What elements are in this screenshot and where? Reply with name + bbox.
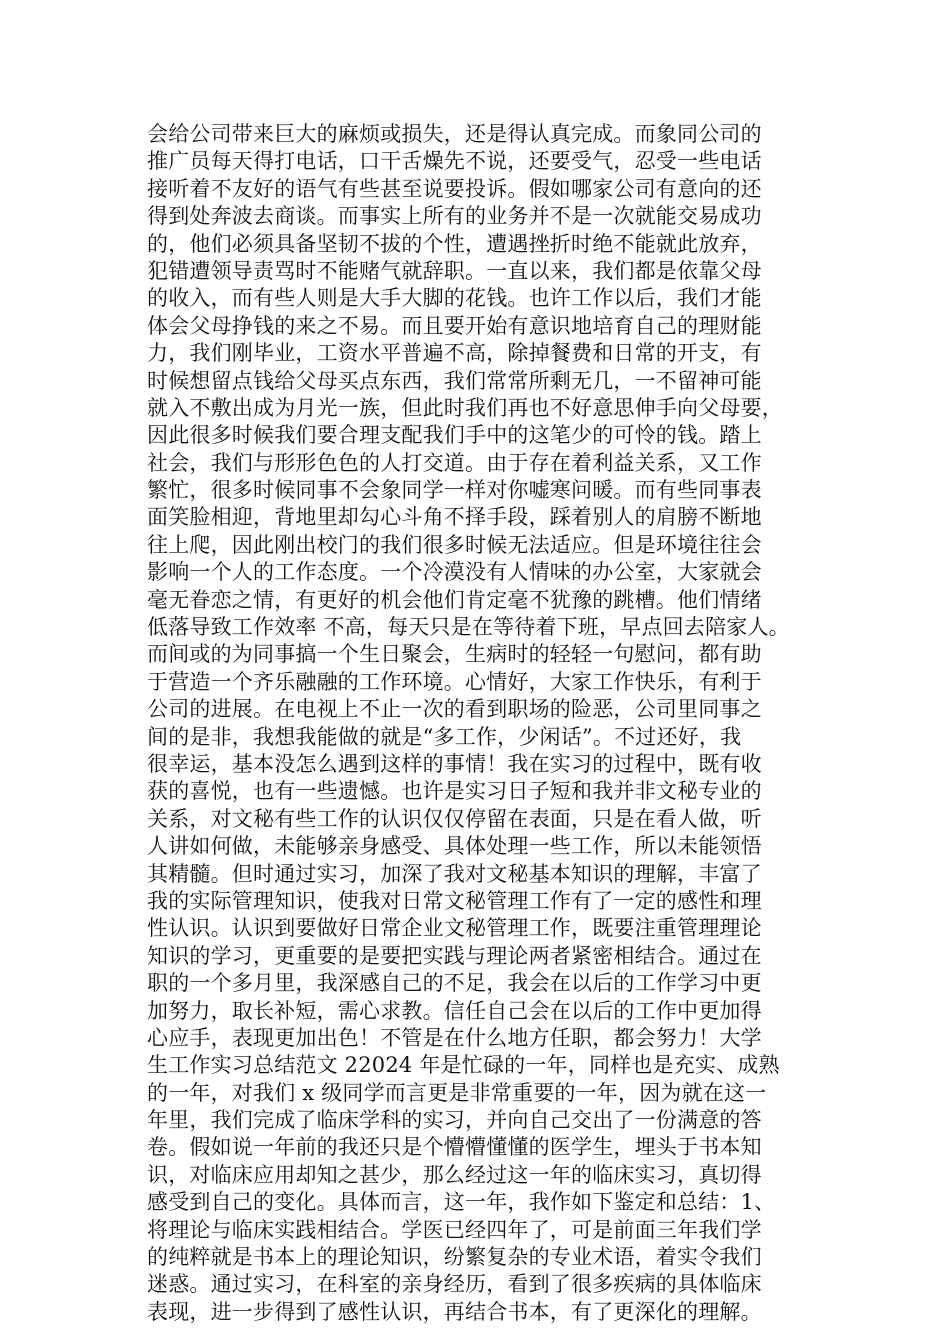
text-line: 的一年，对我们 x 级同学而言更是非常重要的一年，因为就在这一 [147,1080,767,1105]
text-line: 往上爬，因此刚出校门的我们很多时候无法适应。但是环境往往会 [147,532,762,557]
text-line: 于营造一个齐乐融融的工作环境。心情好，大家工作快乐，有利于 [147,669,762,694]
text-line: 社会，我们与形形色色的人打交道。由于存在着利益关系，又工作 [147,450,762,475]
text-line: 公司的进展。在电视上不止一次的看到职场的险恶，公司里同事之 [147,697,762,722]
text-line: 就入不敷出成为月光一族，但此时我们再也不好意思伸手向父母要， [147,395,783,420]
text-line: 的纯粹就是书本上的理论知识，纷繁复杂的专业术语，着实令我们 [147,1245,762,1270]
text-line: 知识的学习，更重要的是要把实践与理论两者紧密相结合。通过在 [147,943,762,968]
text-line: 我的实际管理知识，使我对日常文秘管理工作有了一定的感性和理 [147,888,762,913]
text-line: 心应手，表现更加出色！不管是在什么地方任职，都会努力！大学 [147,1025,762,1050]
text-line: 生工作实习总结范文 22024 年是忙碌的一年，同样也是充实、成熟 [147,1053,780,1078]
text-line: 职的一个多月里，我深感自己的不足，我会在以后的工作学习中更 [147,971,762,996]
text-line: 间的是非，我想我能做的就是“多工作，少闲话”。不过还好，我 [147,724,742,749]
text-line: 低落导致工作效率 不高，每天只是在等待着下班，早点回去陪家人。 [147,615,790,640]
text-line: 获的喜悦，也有一些遗憾。也许是实习日子短和我并非文秘专业的 [147,779,762,804]
text-line: 感受到自己的变化。具体而言，这一年，我作如下鉴定和总结：1、 [147,1190,776,1215]
text-line: 面笑脸相迎，背地里却勾心斗角不择手段，踩着别人的肩膀不断地 [147,505,762,530]
text-line: 犯错遭领导责骂时不能赌气就辞职。一直以来，我们都是依靠父母 [147,258,762,283]
text-line: 力，我们刚毕业，工资水平普遍不高，除掉餐费和日常的开支，有 [147,341,762,366]
text-line: 人讲如何做，未能够亲身感受、具体处理一些工作，所以未能领悟 [147,834,762,859]
text-line: 的，他们必须具备坚韧不拔的个性，遭遇挫折时绝不能就此放弃， [147,231,762,256]
text-line: 其精髓。但时通过实习，加深了我对文秘基本知识的理解，丰富了 [147,861,762,886]
text-line: 接听着不友好的语气有些甚至说要投诉。假如哪家公司有意向的还 [147,176,762,201]
text-line: 加努力，取长补短，需心求教。信任自己会在以后的工作中更加得 [147,998,762,1023]
body-text [147,121,837,1326]
text-line: 繁忙，很多时候同事不会象同学一样对你嘘寒问暖。而有些同事表 [147,478,762,503]
text-line: 卷。假如说一年前的我还只是个懵懵懂懂的医学生，埋头于书本知 [147,1135,762,1160]
text-line: 识，对临床应用却知之甚少，那么经过这一年的临床实习，真切得 [147,1162,762,1187]
text-line: 毫无眷恋之情，有更好的机会他们肯定毫不犹豫的跳槽。他们情绪 [147,587,762,612]
text-line: 会给公司带来巨大的麻烦或损失，还是得认真完成。而象同公司的 [147,122,762,146]
text-line: 时候想留点钱给父母买点东西，我们常常所剩无几，一不留神可能 [147,368,762,393]
text-line: 表现，进一步得到了感性认识，再结合书本，有了更深化的理解。 [147,1299,762,1324]
text-line: 影响一个人的工作态度。一个冷漠没有人情味的办公室，大家就会 [147,560,762,585]
text-line: 性认识。认识到要做好日常企业文秘管理工作，既要注重管理理论 [147,916,762,941]
text-line: 得到处奔波去商谈。而事实上所有的业务并不是一次就能交易成功 [147,204,762,229]
text-line: 的收入，而有些人则是大手大脚的花钱。也许工作以后，我们才能 [147,286,762,311]
text-line: 关系，对文秘有些工作的认识仅仅停留在表面，只是在看人做，听 [147,806,762,831]
text-line: 很幸运，基本没怎么遇到这样的事情！我在实习的过程中，既有收 [147,751,762,776]
text-line: 将理论与临床实践相结合。学医已经四年了，可是前面三年我们学 [147,1217,762,1242]
text-line: 体会父母挣钱的来之不易。而且要开始有意识地培育自己的理财能 [147,313,762,338]
text-line: 年里，我们完成了临床学科的实习，并向自己交出了一份满意的答 [147,1108,762,1133]
text-line: 推广员每天得打电话，口干舌燥先不说，还要受气，忍受一些电话 [147,149,762,174]
text-line: 而间或的为同事搞一个生日聚会，生病时的轻轻一句慰问，都有助 [147,642,762,667]
text-line: 因此很多时候我们要合理支配我们手中的这笔少的可怜的钱。踏上 [147,423,762,448]
text-line: 迷惑。通过实习，在科室的亲身经历，看到了很多疾病的具体临床 [147,1272,762,1297]
